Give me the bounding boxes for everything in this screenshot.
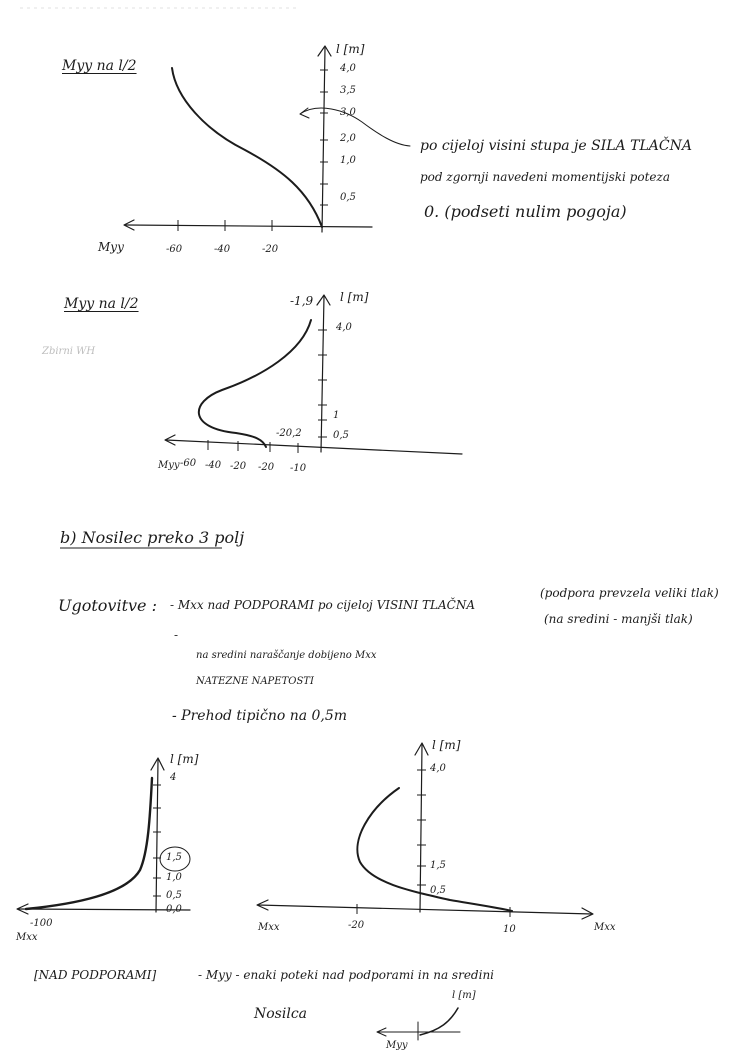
chart-1-x-tick-2: -40 <box>214 244 231 255</box>
chart-2-y-tick-2: 1 <box>333 410 340 421</box>
note-line-2: pod zgornji navedeni momentijski poteza <box>420 170 670 184</box>
chart-1-x-tick-3: -20 <box>262 244 279 255</box>
chart-1-y-tick-4: 2,0 <box>340 133 356 144</box>
chart-1-y-label: l [m] <box>336 42 365 56</box>
chart-left-curve <box>26 778 152 909</box>
chart-1-y-tick-5: 1,0 <box>340 155 356 166</box>
chart-right-x-tick-2: 10 <box>503 924 516 935</box>
chart-left-y-tick-2: 1,5 <box>166 852 182 863</box>
chart-2-x-tick-4: -20 <box>258 462 275 473</box>
footer-text-2: Nosilca <box>254 1006 308 1022</box>
chart-2-x-tick-2: -40 <box>205 460 222 471</box>
chart-left-y-axis <box>156 760 158 912</box>
chart-right <box>257 743 593 919</box>
chart-left-x-label: Mxx <box>16 932 38 943</box>
chart-left-y-tick-1: 4 <box>170 772 177 783</box>
footer-mini-y-label: l [m] <box>452 990 476 1001</box>
observation-1-note-a: (podpora prevzela veliki tlak) <box>540 586 719 600</box>
chart-2 <box>165 295 462 454</box>
chart-2-ticks <box>208 330 327 453</box>
chart-2-x-tick-3: -20 <box>230 461 247 472</box>
footer-mini-sketch <box>377 1008 460 1040</box>
chart-2-annot-mid: -20,2 <box>276 428 302 439</box>
observation-2-line-a: na sredini naraščanje dobijeno Mxx <box>196 650 377 661</box>
chart-1-y-tick-1: 4,0 <box>340 63 356 74</box>
chart-left-y-tick-3: 1,0 <box>166 872 182 883</box>
chart-right-y-tick-2: 1,5 <box>430 860 446 871</box>
chart-1-x-axis <box>125 225 372 227</box>
chart-2-x-label: Myy <box>158 460 180 471</box>
chart-left-x-axis <box>18 909 190 910</box>
chart-left-y-label: l [m] <box>170 752 199 766</box>
chart-1-y-tick-6: 0,5 <box>340 192 356 203</box>
chart-left-x-tick: -100 <box>30 918 53 929</box>
footer-mini-x-label: Myy <box>386 1040 408 1051</box>
observation-3: - Prehod tipično na 0,5m <box>172 708 348 724</box>
section-1-title: Myy na l/2 <box>62 58 137 74</box>
chart-2-x-tick-1: -60 <box>180 458 197 469</box>
chart-2-y-tick-1: 4,0 <box>336 322 352 333</box>
chart-1-ticks <box>178 70 328 231</box>
chart-right-x-axis <box>258 905 592 914</box>
chart-1 <box>124 46 410 232</box>
chart-1-y-tick-2: 3,5 <box>340 85 356 96</box>
observation-1: - Mxx nad PODPORAMI po cijeloj VISINI TLAČNA <box>170 598 475 612</box>
chart-2-annot-top: -1,9 <box>290 294 314 308</box>
chart-left-y-tick-4: 0,5 <box>166 890 182 901</box>
chart-1-y-tick-3: 3,0 <box>340 107 356 118</box>
observations-label: Ugotovitve : <box>58 596 157 615</box>
chart-right-y-tick-3: 0,5 <box>430 885 446 896</box>
chart-2-y-axis <box>321 296 324 452</box>
note-line-3: 0. (podseti nulim pogoja) <box>424 202 627 221</box>
chart-1-curve <box>172 68 322 227</box>
note-line-1: po cijeloj visini stupa je SILA TLAČNA <box>420 138 692 154</box>
chart-2-x-axis <box>166 440 462 454</box>
chart-right-y-tick-1: 4,0 <box>430 763 446 774</box>
chart-2-y-label: l [m] <box>340 290 369 304</box>
chart-2-x-tick-5: -10 <box>290 463 307 474</box>
observation-2-dash: - <box>174 628 179 642</box>
chart-right-y-label: l [m] <box>432 738 461 752</box>
chart-1-x-label: Myy <box>98 240 124 254</box>
observation-1-note-b: (na sredini - manjši tlak) <box>544 612 693 626</box>
footer-label: [NAD PODPORAMI] <box>34 968 157 982</box>
chart-1-x-tick-1: -60 <box>166 244 183 255</box>
chart-left <box>17 758 190 914</box>
observation-2-line-b: NATEZNE NAPETOSTI <box>196 676 314 687</box>
chart-2-y-tick-3: 0,5 <box>333 430 349 441</box>
section-2-title: Myy na l/2 <box>64 296 139 312</box>
faint-scribble: Zbirni WH <box>42 346 96 357</box>
chart-right-x-label-left: Mxx <box>258 922 280 933</box>
footer-text-1: - Myy - enaki poteki nad podporami in na sredini <box>198 968 495 982</box>
section-3-heading: b) Nosilec preko 3 polj <box>60 528 245 547</box>
chart-right-x-label-right: Mxx <box>594 922 616 933</box>
chart-left-y-tick-5: 0,0 <box>166 904 182 915</box>
chart-right-x-tick-1: -20 <box>348 920 365 931</box>
